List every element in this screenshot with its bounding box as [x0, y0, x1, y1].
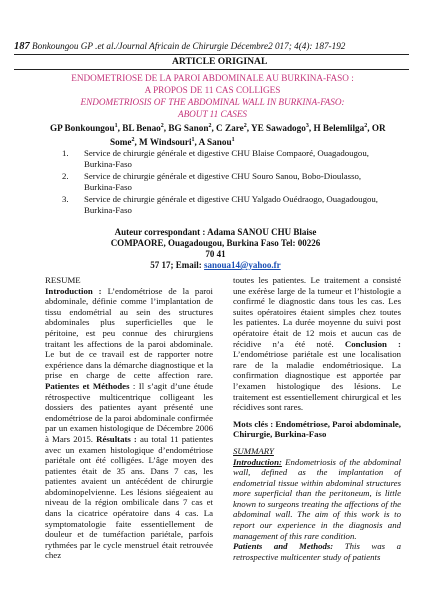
page-number: 187: [14, 41, 30, 52]
header-rule-lower: [14, 69, 409, 70]
affiliation-list: [62, 148, 382, 217]
author-name: , M Windsouri: [134, 136, 192, 147]
affiliation-number: 2.: [62, 171, 69, 181]
author-line-2: [50, 135, 395, 149]
author-name: , H Belemlilga: [308, 123, 365, 134]
author-affil-sup: 2: [131, 136, 135, 143]
title-english-line1: ENDOMETRIOSIS OF THE ABDOMINAL WALL IN BURKINA-FASO:: [80, 97, 345, 107]
corresponding-author: [108, 227, 323, 271]
en-intro-heading: Introduction:: [233, 456, 282, 467]
author-name: , OR: [367, 123, 386, 134]
author-list: [50, 121, 395, 148]
header-rule: [14, 54, 409, 55]
title-english-line2: ABOUT 11 CASES: [177, 108, 248, 119]
en-methods-text: This was a retrospective multicenter study of patients: [233, 541, 402, 562]
abstract-en-methods: [233, 541, 401, 562]
affiliation-item: [62, 148, 382, 170]
intro-text: L’endométriose de la paroi abdominale, définie comme l’implantation de tissu endométrial au sein des structures abdominales plus superficielles que le péritoine, est peu connue des chirurgiens traitant les affections de la paroi abdominale. Le but de ce travail est de rapporter notre expérience dans la démarche diagnostique et la prise en charge de cette affection rare.: [45, 285, 213, 381]
author-affil-sup: 1: [114, 123, 118, 129]
author-affil-sup: 2: [364, 123, 368, 129]
methods-text: : Il s’agit d’une étude rétrospective multicentrique colligeant les dossiers des patientes ayant présenté une endométriose de la paroi abdominale confirmée par un examen histologique de Décembre 2006 à Mars 2015.: [45, 380, 213, 444]
en-intro-text: Endometriosis of the abdominal wall, defined as the implantation of endometrial tissue within abdominal structures more superficial than the peritoneum, is little known to surgeons treating the affections of the abdominal wall. The aim of this work is to report our experience in the diagnosis and management of this rare condition.: [233, 456, 401, 541]
author-name: , A Sanou: [194, 136, 232, 147]
results-text: au total 11 patientes avec un examen histologique d’endométriose pariétale ont été colligées. L’âge moyen des patientes était de 35 ans. Dans 7 cas, les patientes avaient un antécédent de chirurgie abdominopelvienne. Les lésions siégeaient au niveau de la région ombilicale dans 7 cas et dans la cicatrice opératoire dans 4 cas. La symptomatologie faite essentiellement de douleur et de tuméfaction pariétale, parfois rythmées par le cycle menstruel était retrouvée chez: [45, 433, 214, 561]
citation-text: Bonkoungou GP .et al./Journal Africain de Chirurgie Décembre2 017; 4(4): 187-192: [32, 41, 346, 51]
affiliation-text: Service de chirurgie générale et digestive CHU Blaise Compaoré, Ouagadougou, Burkina-Faso: [84, 148, 369, 169]
intro-heading: Introduction :: [45, 285, 102, 296]
author-name: , YE Sawadogo: [246, 123, 306, 134]
author-name: GP Bonkoungou: [50, 123, 115, 134]
author-affil-sup: 2: [208, 123, 212, 129]
author-affil-sup: 1: [191, 136, 195, 143]
author-line-1: [50, 121, 395, 135]
author-affil-sup: 2: [243, 123, 247, 129]
author-name: , BL Benao: [117, 123, 161, 134]
corr-line-1: Auteur correspondant : Adama SANOU CHU Blaise: [114, 227, 317, 237]
email-link[interactable]: sanoua14@yahoo.fr: [204, 260, 281, 270]
affiliation-text: Service de chirurgie générale et digestive CHU Souro Sanou, Bobo-Dioulasso, Burkina-Faso: [84, 171, 362, 192]
author-name: , C Zare: [211, 123, 244, 134]
affiliation-number: 3.: [62, 194, 69, 204]
abstract-fr-continued: [233, 275, 401, 413]
affiliation-text: Service de chirurgie générale et digestive CHU Yalgado Ouédraogo, Ouagadougou, Burkina-Faso: [84, 194, 378, 215]
methods-heading: Patientes et Méthodes: [45, 380, 130, 391]
abstract-fr-body: [45, 286, 213, 561]
conclusion-text: L’endométriose pariétale est une localisation rare de la maladie endométriosique. La confirmation diagnostique est apportée par l’examen histologique des lésions. Le traitement est essentiellement chirurgical et les récidives sont rares.: [233, 349, 401, 413]
title-french-line1: ENDOMETRIOSE DE LA PAROI ABDOMINALE AU BURKINA-FASO :: [71, 73, 354, 83]
affiliation-item: [62, 171, 382, 193]
title-english: [30, 97, 395, 120]
keywords: Mots clés : Endométriose, Paroi abdominale, Chirurgie, Burkina-Faso: [233, 418, 401, 440]
author-name: , BG Sanon: [163, 123, 209, 134]
author-name: Some: [110, 136, 132, 147]
corr-line-2: COMPAORE, Ouagadougou, Burkina Faso Tel: 00226 70 41: [110, 238, 321, 259]
journal-citation-line: [14, 41, 409, 52]
corr-line-3: [108, 260, 323, 271]
author-affil-sup: 3: [305, 123, 309, 129]
results-heading: Résultats :: [96, 433, 137, 444]
author-affil-sup: 2: [160, 123, 164, 129]
title-french-line2: A PROPOS DE 11 CAS COLLIGES: [144, 84, 281, 95]
summary-heading: SUMMARY: [233, 445, 274, 456]
corr-phone: 57 17; Email:: [150, 260, 205, 270]
en-methods-heading: Patients and Methods:: [233, 541, 334, 552]
affiliation-number: 1.: [62, 148, 69, 158]
author-affil-sup: 1: [231, 136, 235, 143]
right-column: [233, 275, 401, 562]
abstract-en-body: [233, 457, 401, 542]
article-type-label: ARTICLE ORIGINAL: [172, 56, 268, 67]
results-text-continued: toutes les patientes. Le traitement a consisté une exérèse large de la tumeur et l’histologie a confirmé le diagnostic dans tous les cas. Les suites opératoires étaient simples chez toutes les patientes. La durée moyenne du suivi post opératoire était de 12 mois et aucun cas de récidive n’a été noté.: [233, 275, 401, 349]
affiliation-item: [62, 194, 382, 216]
title-french: [30, 73, 395, 96]
conclusion-heading: Conclusion :: [344, 338, 401, 349]
left-column: [45, 275, 213, 561]
resume-heading: RESUME: [45, 275, 81, 285]
